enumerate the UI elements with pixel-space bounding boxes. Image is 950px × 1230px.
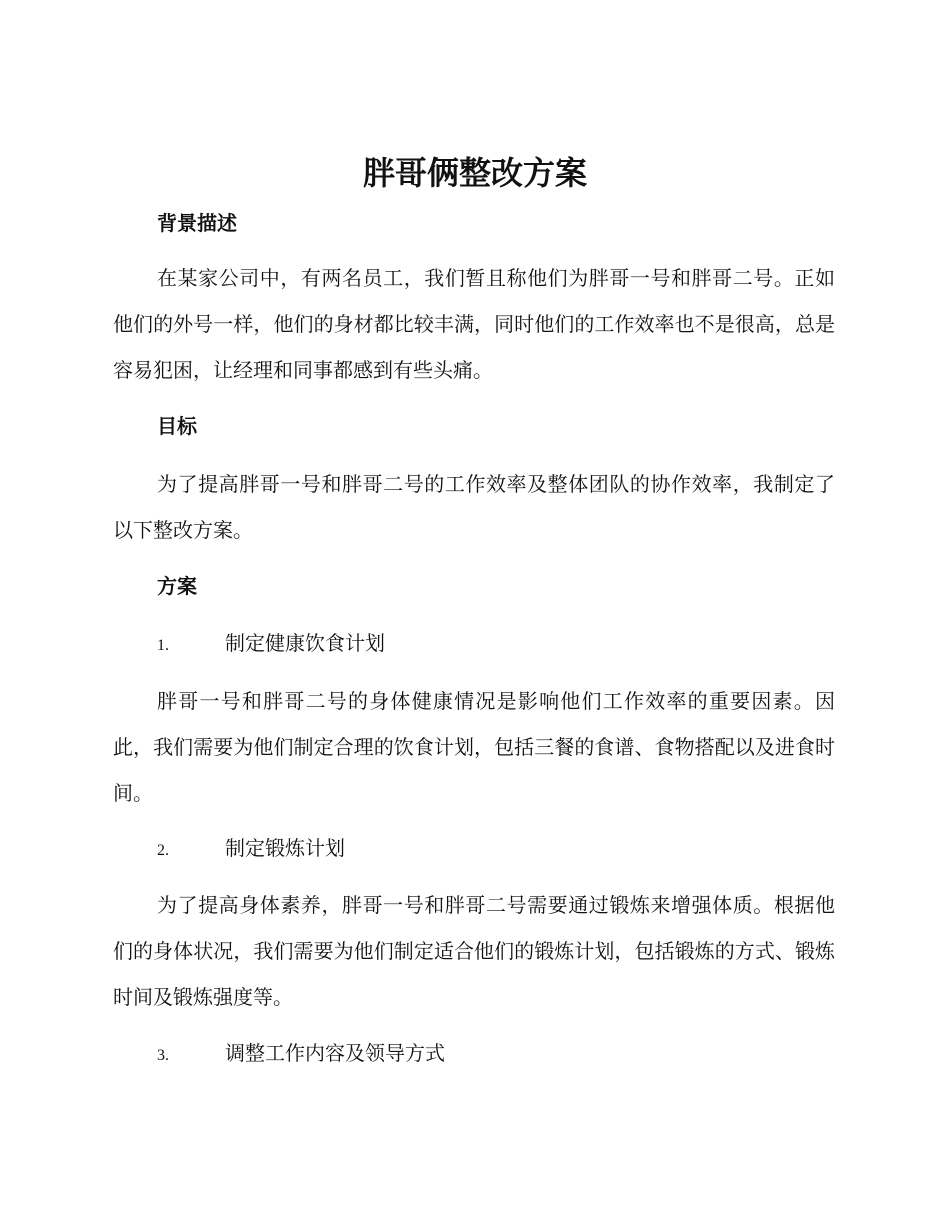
goal-paragraph: 为了提高胖哥一号和胖哥二号的工作效率及整体团队的协作效率，我制定了以下整改方案。	[113, 472, 835, 542]
document-title: 胖哥俩整改方案	[362, 154, 587, 192]
plan-item-2	[157, 833, 345, 866]
plan-item-number: 2.	[157, 842, 169, 859]
plan-item-title: 调整工作内容及领导方式	[225, 1041, 445, 1065]
plan-item-1	[157, 628, 385, 661]
section-heading-background: 背景描述	[157, 211, 237, 235]
plan-item-2-paragraph: 为了提高身体素养，胖哥一号和胖哥二号需要通过锻炼来增强体质。根据他们的身体状况，我们需要为他们制定适合他们的锻炼计划，包括锻炼的方式、锻炼时间及锻炼强度等。	[113, 893, 835, 1009]
plan-item-number: 3.	[157, 1047, 169, 1064]
background-paragraph: 在某家公司中，有两名员工，我们暂且称他们为胖哥一号和胖哥二号。正如他们的外号一样，他们的身材都比较丰满，同时他们的工作效率也不是很高，总是容易犯困，让经理和同事都感到有些头痛。	[113, 266, 835, 382]
plan-item-3	[157, 1038, 445, 1071]
plan-item-number: 1.	[157, 637, 169, 654]
section-heading-plan: 方案	[157, 574, 197, 598]
plan-item-1-paragraph: 胖哥一号和胖哥二号的身体健康情况是影响他们工作效率的重要因素。因此，我们需要为他们制定合理的饮食计划，包括三餐的食谱、食物搭配以及进食时间。	[113, 689, 835, 805]
plan-item-title: 制定健康饮食计划	[225, 631, 385, 655]
plan-item-title: 制定锻炼计划	[225, 836, 345, 860]
section-heading-goal: 目标	[157, 414, 197, 438]
